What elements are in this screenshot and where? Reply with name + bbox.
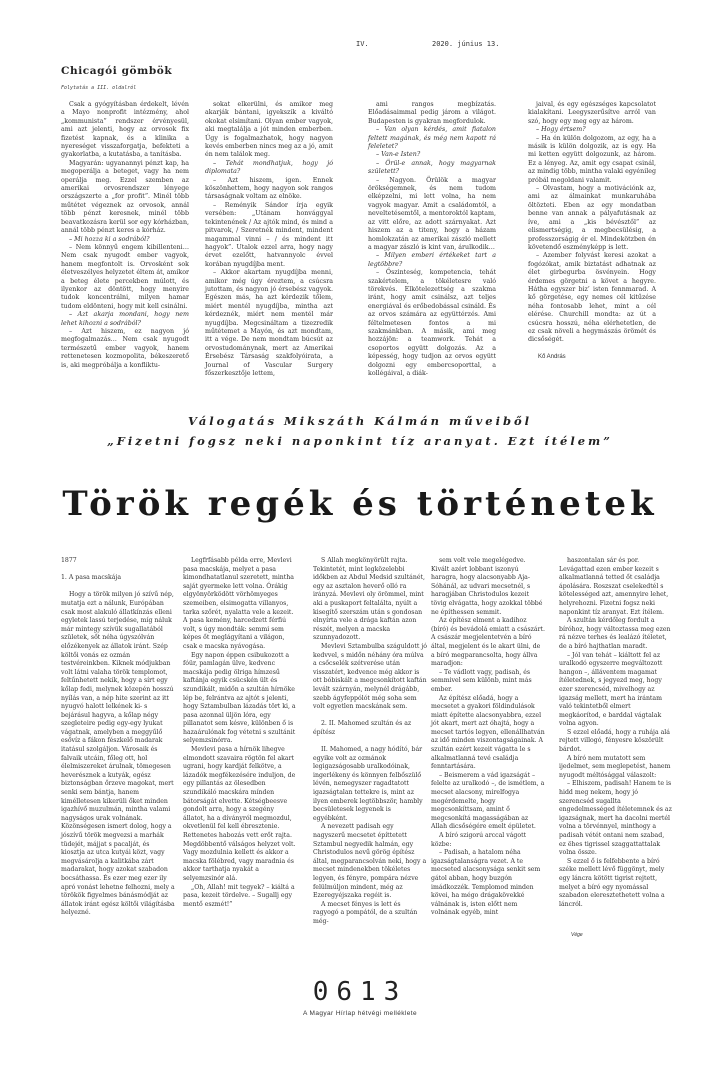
article-paragraph: – Van-e Isten? [376, 151, 421, 159]
story-end-mark: Vége [571, 932, 583, 938]
story-paragraph: 2. II. Mahomed szultán és az építész [313, 720, 412, 736]
article-paragraph: – Milyen emberi értékeket tart a legtöbbre? [368, 252, 496, 268]
story-paragraph: sem volt vele megelégedve. Kivált azért lobbant iszonyú haragra, hogy alacsonyabb Aja-Sóhánál, az udvari mecsetnél, s haragjában Christodulos kezeit tövig elvágatta, hogy azokkal többé ne építhessen semmit. [431, 557, 543, 616]
article-paragraph: – Azt akarja mondani, hogy nem lehet kihozni a sodrából? [61, 311, 189, 327]
article-paragraph: – Reményik Sándor írja egyik versében: „Utánam honvággyal tekintenének / Az ajtók mind, és mind a pitvarok, / Szeretnék mindent, mindent magammal vinni – / és mindent itt hagyok”. Utalok ezzel arra, hogy nagy érvet ezelőtt, hatvannyolc évvel korában nyugdíjba ment. [205, 201, 333, 268]
story-paragraph: A bíró nem mutatott sem ijedelmet, sem meglepetést, hanem nyugodt méltósággal válaszolt: [559, 754, 671, 779]
story-paragraph: – Elhiszem, padisah! Hanem te is hidd meg nekem, hogy jó szerencséd sugallta engedelmességed ítéletemnek és az igazságnak, mert ha dacolni mertél volna a törvénnyel, minthogy a padisah vétét ontani nem szabad, ez ëhes tigrissel szaggattattalak volna össze. [559, 780, 672, 857]
story-paragraph: Mevlevi pasa a hírnök lihegve elmondott szavaira rögtön fel akart ugrani, hogy kardját felkötve, a lázadók megfékezésére induljon, de egy pillantás az ölesedben szundikáló macskára mínden bátorságát elvette. Kétségbeesve gondolt arra, hogy a szegény állatot, ha a díványról megmozdul, okvetlenül fel kell ébresztenie. Rettenetes habozás vett erőt rajta. Megdöbbentő válságos helyzet volt. Vagy mozdulnia kellett és akkor a macska fölébred, vagy maradnia és akkor tarthatja nyakát a selyemzsinór alá. [183, 746, 296, 882]
article-paragraph: – Olvastam, hogy a motivációnk az, ami az álmainkat munkaruhába öltözteti. Eben az egy mondatban benne van annak a pályafutásnak az íve, ami a „kis bévésztől” az elismertségig, a megbecsülésig, a professzorságig ér el. Mindekötzben én követendő eszményképp is lett. [528, 185, 656, 251]
article-title: Chicagói gömbök [61, 65, 173, 77]
issue-date: 2020. június 13. [432, 40, 500, 48]
story-paragraph: S Allah megkönyörült rajta. Tekintetét, mint legközelebbi időkben az Abdul Medsid szultánét, egy az asztalon heverő olló ra irányzá. Mevlevi oly örömmel, mint aki a puskaport feltalálta, nyúlt a kisegítő szerszám után s gondosan elnyírta vele a drága kaftán azon részét, melyen a macska szunnyadozott. [313, 557, 425, 642]
continued-note: Folytatás a III. oldalról [61, 85, 137, 91]
series-kicker: Válogatás Mikszáth Kálmán műveiből [187, 414, 533, 428]
paragraph-gap [313, 712, 427, 721]
story-paragraph: A nevezett padisah egy nagyszerű mecsetet építtetett Sztambul negyedik halmán, egy Christodulos nevű görög építész által, megparancsolván neki, hogy a mecset mindenekben tökéletes legyen, és fényre, pompára nézve felülmúljon mindent, még az Ezeregyéjszaka regéit is. [313, 823, 427, 900]
story-column-2 [183, 557, 297, 937]
article-paragraph: – Nagyon. Örülök a magyar örökségemnek, és nem tudom elképzelni, mi lett volna, ha nem vagyok magyar. Amit a családomtól, a neveltetésemtől, a mentoroktól kaptam, az vitt előre, az adott szárnyakat. Azt hiszem az a titeny, hogy a házam homlokzatán az amerikai zászló mellett a magyar zászló is kint van, árulkodik… [368, 176, 496, 251]
article-paragraph: sokat elkerülni, és amikor meg akarják bántani, igyekszik a kiváltó okokat elsimítani. Olyan ember vagyok, aki megtalálja a jót minden emberben. Úgy is fogalmazhatok, hogy nagyon kevés emberben nincs meg az a jó, amit én nem találok meg. [205, 101, 333, 159]
article-paragraph: – Ha én külön dolgozom, az egy, ha a másik is külön dolgozik, az is egy. Ha mi ketten együtt dolgozunk, az három. Ez a lényeg. Az, amit egy csapat csinál, az mindig több, mintha valaki egyénileg próbál megoldani valamit. [528, 134, 656, 184]
story-paragraph: Hogy a török milyen jó szívű nép, mutatja ezt a nálunk, Európában csak most alakuló állatkínzás elleni egyletek lassú terjedése, míg náluk már mintegy szívük sugallatából születek, sőt néha úgyszólván előzékenyek az állatok iránt. Szép költői vonás ez ozmán testvéreinkben. Kiknek módjukban volt látni valaha török templomot, feltűnhetett nekik, hogy a sírt egy kőlap fedi, melynek közepén hosszú nyílás van, a nép hite szerint az itt nyugvó halott lelkének ki- s bejárásul hagyva, a kőlap négy szegleteire pedig egy-egy lyukat vágatnak, amelyben a meggyűlő esővíz a fákon fészkelő madarak itatásul szolgáljon. Városaik és falvaik utcáin, főleg ott, hol élelmiszereket árulnak, tömegesen heverésznek a kutyák, egész biztonságban őrzeve magokat, mert senki sem bántja, hanem kimélletesen kikerüli őket minden igazhívő muzulmán, mintha valami nagyságos urak volnának. Közönségesen ismert dolog, hogy a jószívű török megvezsi a marhák tüdejét, májjat s pacalját, és kiosztja az utca kutyái közt, vagy megvásárolja a kalitkába zárt madarakat, hogy azokat szabadon bocsáthassa. És ezer meg ezer ily apró vonást lehetne felhozni, mely a törökök figyelmes bánásmódját az állatok iránt egész költői világításba helyezné. [61, 591, 175, 917]
article-paragraph: – Van olyan kérdés, amit fiatalon feltett magának, és még nem kapott rá feleletet? [368, 126, 496, 151]
story-paragraph: Az építész előadá, hogy a mecsetet a gyakori földindulások miatt építette alacsonyabbra, ezzel jót akart, mert azt óhajtá, hogy a mecset tartós legyen, ellenállhatván az idő minden viszontagságainak. A szultán ezért kezeit vágatta le s alkalmatlanná tevé családja fenntartására. [431, 694, 545, 771]
story-paragraph: 1877 [61, 557, 77, 564]
series-quote: „Fizetni fogsz neki naponkint tíz aranyat. Ezt ítélem” [107, 434, 613, 448]
headline: Török regék és történetek [62, 484, 658, 524]
article-paragraph: – Akkor akartam nyugdíjba menni, amikor még úgy éreztem, a csúcsra jutottam, és nagyon jó érsebész vagyok. Egészen más, ha azt kérdezik tőlem, miért mentél nyugdíjba, mintha azt kérdeznék, miért nem mentél már nyugdíjba. Megcsináltam a tizezredik műtétemet a Mayón, és azt mondtam, itt a vége. De nem mondtam búcsút az orvostudománynak, mert az Amerikai Érsebész Társaság szakfolyóirata, a Journal of Vascular Surgery főszerkesztője lettem, [205, 269, 333, 377]
story-paragraph: S ezzel előadá, hogy a ruhája alá rejtett villogó, fényesre köszörült bárdot. [559, 728, 670, 754]
story-paragraph: S ezzel ő is felfebbente a bíró széke mellett lévő függönyt, mely egy láncra kötött tigrist rejtett, melyet a bíró egy nyomással szabadon eleresztethetett volna a láncról. [559, 857, 665, 908]
article-paragraph: Magyarán: ugyanannyi pénzt kap, ha megoperálja a beteget, vagy ha nem operálja meg. Ezzel szemben az amerikai orvosrendszer lényege országszerte a „for profit”. Minél több műtétet végeznek az orvosok, annál több pénzt keresnek, minél több beavatkozásra kerül sor egy kórházban, annál több pénzt keres a kórház. [61, 159, 189, 235]
story-paragraph: Az építész elment a kadihoz (bíró) és bevádolá emiatt a császárt. A császár megjelentetvén a bíró által, megjelent és le akart ülni, de a bíró megparancsolta, hogy állva maradjon: [431, 617, 546, 668]
article-paragraph: jaival, és egy egészséges kapcsolatot kialakítani. Leegyszerűsítve arról van szó, hogy egy meg egy az három. [528, 101, 656, 125]
article-paragraph: – Nem könnyű engem kibillenteni… Nem csak nyugodt ember vagyok, hanem megfontolt is. Orvosként sok életveszélyes helyzetet éltem át, amikor a beteg élete percekben múlott, és ilyenkor az döntött, hogy menyire tudok koncentrálni, milyen hamar tudom eldönteni, hogy mit kell csinálni. [61, 243, 189, 310]
story-paragraph: „Oh, Allah! mit tegyek? – kiáltá a pasa, kezeit tördelve. – Sugallj egy mentő eszmét!” [183, 883, 295, 908]
story-paragraph: Egy napon éppen csibukozott a fóür, pamlagán ülve, kedvenc macskája pedig ölriga hímzesű kaftánja egyik csücskén ült és szundikált, midőn a szultán hírnöke lép be, felrántva az ajtót s jelenti, hogy Sztambulban lázadás tört ki, a pasa azonnal üljön lóra, egy pillanatot sem késve, különben ő is hazaárulónak fog vétetni s szultánit selyemzsinórra. [183, 651, 296, 745]
page-number: 0613 [312, 977, 408, 1007]
article-column-3 [368, 101, 496, 377]
story-paragraph: A szultán kérdőleg fordult a bíróhoz, hogy változtassa meg ezen rá nézve terhes és lealázó ítéletet, de a bíró hajthatlan maradt. [559, 617, 671, 650]
article-paragraph: – Mi hozza ki a sodrából? [69, 235, 150, 243]
story-column-1 [61, 557, 175, 937]
story-paragraph: Legfrfásabb példa erre, Mevlevi pasa macskája, melyet a pasa kimondhatatlanul szeretett, mintha saját gyermeke lett volna. Órákig elgyönyörködött vörhömyeges szemeiben, elsimogatta villanyos, tarka szőrét, nyalatta vele a kezeit. A pasa kemény, harcedzett férfiú volt, s úgy mondták: semmi sem képes őt meglágyítani a világon, csak e macska nyávogása. [183, 557, 294, 650]
story-paragraph: – Padisah, a hatalom néha igazságtalanságra vezet. A te mecseted alacsonysága senkit sem gátol abban, hogy buzgón imádkozzék. Templomod minden kövei, ha mégo drágakövekké válnának is, isten előtt nem volnának egyéb, mint [431, 849, 541, 917]
story-paragraph: II. Mahomed, a nagy hódító, bár egyike volt az ozmánok legigazságosabb uralkodóinak, ingerlékeny és könnyen felbőszülő lévén, nemegyszer ragadtatott igazságtalan tettekre is, mint az ilyen emberek legtöbbször, hambly becsületesek legyenek is egyébként. [313, 746, 423, 822]
issue-number: IV. [356, 40, 369, 48]
article-column-1 [61, 101, 189, 371]
story-paragraph: A mecset fényes is lett és ragyogó a pompától, de a szultán még- [313, 900, 418, 925]
story-column-5 [559, 557, 673, 937]
story-column-4 [431, 557, 545, 937]
article-paragraph: – Tehát mondhatjuk, hogy jó diplomata? [205, 159, 333, 176]
article-paragraph: – Azember folyvást keresi azokat a fogózókat, amik biztatást adhatnak az élet girbegurba ösvényein. Hogy érdemes görgetni a követ a hegyre. Hátha egyszer biz’ isten fennmarad. A kő görgetése, egy nemes cél kitűzése néha fontosabb lehet, mint a cél elérése. Churchill mondta: az út a csúcsra hosszú, néha elérhetetlen, de ez csak növeli a hegymászás örömét és dicsőségét. [528, 252, 656, 344]
story-column-3 [313, 557, 427, 937]
supplement-name: A Magyar Hírlap hétvégi melléklete [302, 1010, 418, 1017]
story-paragraph: Mevlevi Sztambulba száguldott jó kedvvel, s midőn néhány óra múlva a csőcselék szétverése után visszatért, kedvence még akkor is ott bóbiskált a megcsonkított kaftán levált szárnyán, melynél drágább, szebb ágyfeppólót még soha sem volt egyetlen macskának sem. [313, 642, 427, 711]
story-paragraph: – Beismerem a vád igazságát – felelte az uralkodó –, de ismétlem, a mecset alacsony, mirelfogya megérdemelte, hogy megcsonkíttsam, amint ő megcsonkítá magasságában az Allah dicsőségére emelt épületet. [431, 771, 545, 831]
article-author: Kő András [538, 354, 566, 360]
article-paragraph: – Őszinteség, kompetencia, tehát szakértelem, a tökéletesre való törekvés. Elkötelezettség a szakma iránt, hogy amit csinálsz, azt teljes energiával és erőbedobással csináld. És az orvos számára az együttérzés. Ami féltelmetesen fontos a mi szakmánkban. A másik, ami meg hozzájön: a teamwork. Tehát a csoportos együtt dolgozás. Az a képesség, hogy tudjon az orvos együtt dolgozni egy embercsoporttal, a kollégáival, a diák- [368, 269, 496, 377]
paragraph-gap [61, 566, 175, 575]
page-header [0, 40, 720, 52]
article-paragraph: Csak a gyógyításban érdekelt, lévén a Mayo nonprofit intézmény, ahol „kommunista” rendszer érvényesül, ami azt jelenti, hogy az orvosok fix fizetést kapnak, és a klinika a nyereséget visszaforgatja, befekteti a gyakorlatba, a kutatásba, a tanításba. [61, 101, 189, 159]
article-paragraph: – Örül-e annak, hogy magyarnak született? [368, 159, 496, 176]
paragraph-gap [313, 737, 427, 746]
story-paragraph: – Jól van tehát – kiáltott fel az uralkodó egyszerre megváltozott hangon –, álláventem magamat ítéletednek, s jegyezd meg, hogy ezer szerencséd, mivelhogy az igazság mellett, mert ha irántam való tekintetből elmert megkáorítod, e barddal vágtalak volna agyon. [559, 651, 663, 728]
article-paragraph: – Azt hiszem, igen. Ennek köszönhettem, hogy nagyon sok rangos társaságnak voltam az elnöke. [205, 176, 333, 201]
story-paragraph: – Te vádlott vagy, padisah, és semmivel sem különb, mint más ember. [431, 668, 532, 693]
story-paragraph: haszontalan sár és por. Levágattad ezen ember kezeit s alkalmatlanná tetted őt családja ápolására. Roszszat cselekedtél s kötelességed azt, amennyire lehet, helyrehozni. Fizetni fogsz neki naponkint tíz aranyat. Ezt ítélem. [559, 557, 669, 616]
article-column-4 [528, 101, 656, 371]
article-paragraph: ami rangos megbízatás. Előadásaimmal pedig járom a világot. Budapesten is gyakran megfordulok. [368, 101, 496, 125]
story-paragraph: 1. A pasa macskája [61, 574, 122, 582]
article-paragraph: – Hogy értsem? [536, 126, 586, 134]
paragraph-gap [61, 583, 175, 592]
article-column-2 [205, 101, 333, 377]
article-paragraph: – Azt hiszem, ez nagyon jó megfogalmazás… Nem csak nyugodt természetű ember vagyok, hanem rettenetesen kozmopolita, békeszerető is, aki megpróbálja a konfliktu- [61, 327, 189, 369]
story-paragraph: A bíró szigorú arccal vágott közbe: [431, 832, 527, 848]
